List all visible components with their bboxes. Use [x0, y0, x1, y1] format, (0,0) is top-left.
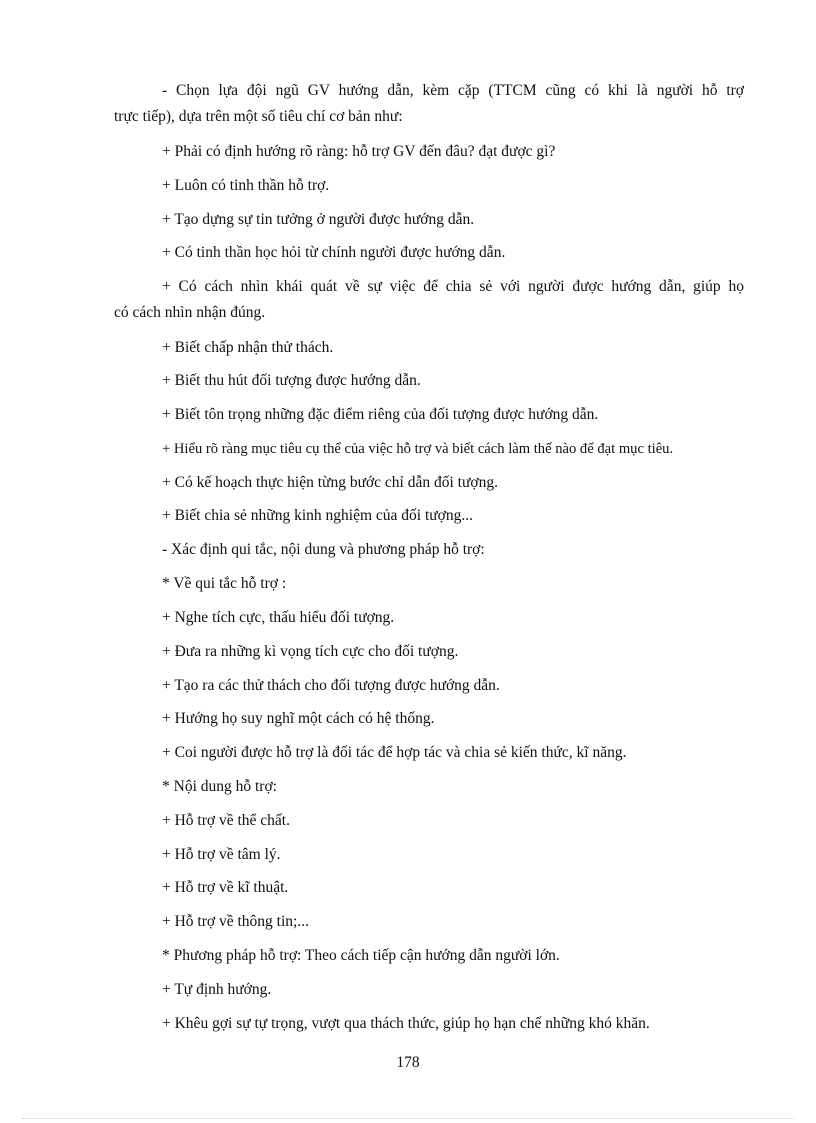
text-line: có cách nhìn nhận đúng.	[114, 304, 266, 321]
text-line: + Có cách nhìn khái quát về sự việc để chia sẻ với người được hướng dẫn, giúp họ	[162, 278, 744, 295]
text-line: - Xác định qui tắc, nội dung và phương pháp hỗ trợ:	[162, 541, 485, 558]
text-line: + Biết chấp nhận thử thách.	[162, 339, 334, 356]
text-line: + Tạo dựng sự tin tưởng ở người được hướng dẫn.	[162, 211, 475, 228]
text-line: + Hiểu rõ ràng mục tiêu cụ thể của việc hỗ trợ và biết cách làm thế nào để đạt mục tiêu.	[162, 441, 674, 457]
page-edge-divider	[22, 1118, 794, 1119]
text-line: + Đưa ra những kì vọng tích cực cho đối tượng.	[162, 643, 459, 660]
text-line: + Tự định hướng.	[162, 981, 272, 998]
text-line: * Phương pháp hỗ trợ: Theo cách tiếp cận hướng dẫn người lớn.	[162, 947, 560, 964]
text-line: * Nội dung hỗ trợ:	[162, 778, 277, 795]
text-line: + Biết tôn trọng những đặc điểm riêng của đối tượng được hướng dẫn.	[162, 406, 599, 423]
text-line: + Biết chia sẻ những kinh nghiệm của đối tượng...	[162, 507, 473, 524]
page-number: 178	[396, 1054, 420, 1071]
text-line: + Coi người được hỗ trợ là đối tác để hợp tác và chia sẻ kiến thức, kĩ năng.	[162, 744, 627, 761]
text-line: + Hỗ trợ về kĩ thuật.	[162, 879, 289, 896]
text-line: + Hỗ trợ về thể chất.	[162, 812, 290, 829]
text-line: + Hướng họ suy nghĩ một cách có hệ thống.	[162, 710, 435, 727]
text-line: trực tiếp), dựa trên một số tiêu chí cơ bản như:	[114, 108, 403, 125]
text-line: + Hỗ trợ về thông tin;...	[162, 913, 309, 930]
text-line: + Luôn có tinh thần hỗ trợ.	[162, 177, 330, 194]
text-line: + Tạo ra các thử thách cho đối tượng được hướng dẫn.	[162, 677, 500, 694]
text-line: + Nghe tích cực, thấu hiểu đối tượng.	[162, 609, 395, 626]
text-line: - Chọn lựa đội ngũ GV hướng dẫn, kèm cặp (TTCM cũng có khi là người hỗ trợ	[162, 82, 744, 99]
text-line: * Về qui tắc hỗ trợ :	[162, 575, 287, 592]
text-line: + Khêu gợi sự tự trọng, vượt qua thách thức, giúp họ hạn chế những khó khăn.	[162, 1015, 650, 1032]
text-line: + Phải có định hướng rõ ràng: hỗ trợ GV đến đâu? đạt được gì?	[162, 143, 556, 160]
text-line: + Biết thu hút đối tượng được hướng dẫn.	[162, 372, 421, 389]
text-line: + Có tinh thần học hỏi từ chính người được hướng dẫn.	[162, 244, 506, 261]
text-line: + Có kế hoạch thực hiện từng bước chỉ dẫn đối tượng.	[162, 474, 498, 491]
text-line: + Hỗ trợ về tâm lý.	[162, 846, 281, 863]
